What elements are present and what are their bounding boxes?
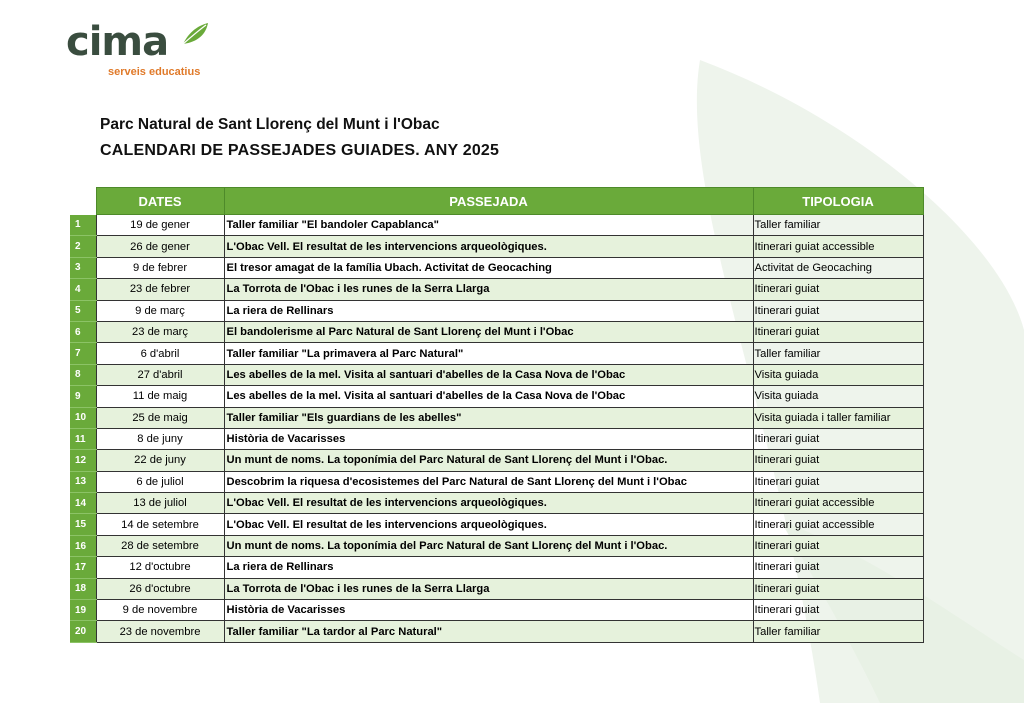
row-number-cell: 11: [70, 428, 96, 449]
date-cell: 26 d'octubre: [96, 578, 224, 599]
row-number-cell: 6: [70, 321, 96, 342]
date-cell: 23 de novembre: [96, 621, 224, 642]
walk-cell: L'Obac Vell. El resultat de les intervencions arqueològiques.: [224, 236, 753, 257]
brand-logo: [66, 14, 226, 84]
date-cell: 27 d'abril: [96, 364, 224, 385]
table-row: [70, 215, 923, 236]
table-row: [70, 578, 923, 599]
table-body: [70, 215, 923, 643]
row-number-cell: 4: [70, 279, 96, 300]
walk-cell: Història de Vacarisses: [224, 600, 753, 621]
walk-cell: Les abelles de la mel. Visita al santuari d'abelles de la Casa Nova de l'Obac: [224, 364, 753, 385]
date-cell: 22 de juny: [96, 450, 224, 471]
type-cell: Itinerari guiat: [753, 279, 923, 300]
table-row: [70, 535, 923, 556]
walk-cell: El bandolerisme al Parc Natural de Sant Llorenç del Munt i l'Obac: [224, 321, 753, 342]
type-cell: Itinerari guiat: [753, 557, 923, 578]
park-title: Parc Natural de Sant Llorenç del Munt i l'Obac: [100, 116, 440, 133]
table-row: [70, 300, 923, 321]
type-cell: Itinerari guiat: [753, 578, 923, 599]
row-number-cell: 8: [70, 364, 96, 385]
table-row: [70, 257, 923, 278]
type-header: TIPOLOGIA: [753, 188, 923, 215]
walk-cell: Taller familiar "La primavera al Parc Natural": [224, 343, 753, 364]
table-row: [70, 600, 923, 621]
logo-tagline: serveis educatius: [108, 66, 201, 78]
table-row: [70, 236, 923, 257]
table-row: [70, 279, 923, 300]
walk-cell: Un munt de noms. La toponímia del Parc Natural de Sant Llorenç del Munt i l'Obac.: [224, 535, 753, 556]
walks-calendar-table: [70, 187, 924, 643]
table-row: [70, 557, 923, 578]
date-cell: 23 de febrer: [96, 279, 224, 300]
date-cell: 12 d'octubre: [96, 557, 224, 578]
table-row: [70, 321, 923, 342]
walk-cell: L'Obac Vell. El resultat de les intervencions arqueològiques.: [224, 514, 753, 535]
type-cell: Itinerari guiat accessible: [753, 236, 923, 257]
date-cell: 11 de maig: [96, 386, 224, 407]
date-cell: 25 de maig: [96, 407, 224, 428]
table-row: [70, 343, 923, 364]
type-cell: Taller familiar: [753, 621, 923, 642]
type-cell: Itinerari guiat: [753, 600, 923, 621]
date-cell: 26 de gener: [96, 236, 224, 257]
type-cell: Itinerari guiat: [753, 300, 923, 321]
row-number-cell: 13: [70, 471, 96, 492]
type-cell: Activitat de Geocaching: [753, 257, 923, 278]
walk-header: PASSEJADA: [224, 188, 753, 215]
type-cell: Visita guiada: [753, 364, 923, 385]
table-row: [70, 407, 923, 428]
date-cell: 6 de juliol: [96, 471, 224, 492]
row-number-cell: 2: [70, 236, 96, 257]
dates-header: DATES: [96, 188, 224, 215]
date-cell: 9 de febrer: [96, 257, 224, 278]
type-cell: Itinerari guiat accessible: [753, 493, 923, 514]
row-number-cell: 17: [70, 557, 96, 578]
table-row: [70, 428, 923, 449]
index-header: [70, 188, 96, 215]
walk-cell: Història de Vacarisses: [224, 428, 753, 449]
type-cell: Itinerari guiat: [753, 428, 923, 449]
date-cell: 19 de gener: [96, 215, 224, 236]
date-cell: 23 de març: [96, 321, 224, 342]
type-cell: Visita guiada i taller familiar: [753, 407, 923, 428]
row-number-cell: 12: [70, 450, 96, 471]
date-cell: 14 de setembre: [96, 514, 224, 535]
row-number-cell: 16: [70, 535, 96, 556]
walk-cell: Taller familiar "Els guardians de les abelles": [224, 407, 753, 428]
type-cell: Visita guiada: [753, 386, 923, 407]
table-row: [70, 493, 923, 514]
row-number-cell: 14: [70, 493, 96, 514]
walk-cell: La Torrota de l'Obac i les runes de la Serra Llarga: [224, 279, 753, 300]
row-number-cell: 19: [70, 600, 96, 621]
walk-cell: L'Obac Vell. El resultat de les intervencions arqueològiques.: [224, 493, 753, 514]
type-cell: Taller familiar: [753, 343, 923, 364]
row-number-cell: 5: [70, 300, 96, 321]
walk-cell: La riera de Rellinars: [224, 557, 753, 578]
type-cell: Itinerari guiat: [753, 471, 923, 492]
date-cell: 8 de juny: [96, 428, 224, 449]
type-cell: Itinerari guiat accessible: [753, 514, 923, 535]
row-number-cell: 18: [70, 578, 96, 599]
walk-cell: Un munt de noms. La toponímia del Parc Natural de Sant Llorenç del Munt i l'Obac.: [224, 450, 753, 471]
row-number-cell: 1: [70, 215, 96, 236]
logo-wordmark: cima: [66, 19, 169, 65]
leaf-icon: [180, 20, 210, 46]
document-header: [100, 116, 499, 160]
type-cell: Itinerari guiat: [753, 535, 923, 556]
row-number-cell: 15: [70, 514, 96, 535]
date-cell: 6 d'abril: [96, 343, 224, 364]
date-cell: 28 de setembre: [96, 535, 224, 556]
walk-cell: Taller familiar "El bandoler Capablanca": [224, 215, 753, 236]
walk-cell: Les abelles de la mel. Visita al santuari d'abelles de la Casa Nova de l'Obac: [224, 386, 753, 407]
date-cell: 9 de març: [96, 300, 224, 321]
row-number-cell: 20: [70, 621, 96, 642]
table-row: [70, 450, 923, 471]
walk-cell: La riera de Rellinars: [224, 300, 753, 321]
type-cell: Taller familiar: [753, 215, 923, 236]
row-number-cell: 7: [70, 343, 96, 364]
type-cell: Itinerari guiat: [753, 321, 923, 342]
table-row: [70, 364, 923, 385]
walk-cell: Taller familiar "La tardor al Parc Natural": [224, 621, 753, 642]
table-row: [70, 471, 923, 492]
row-number-cell: 10: [70, 407, 96, 428]
table-row: [70, 514, 923, 535]
date-cell: 13 de juliol: [96, 493, 224, 514]
walk-cell: La Torrota de l'Obac i les runes de la Serra Llarga: [224, 578, 753, 599]
walk-cell: El tresor amagat de la família Ubach. Activitat de Geocaching: [224, 257, 753, 278]
walk-cell: Descobrim la riquesa d'ecosistemes del Parc Natural de Sant Llorenç del Munt i l'Obac: [224, 471, 753, 492]
row-number-cell: 9: [70, 386, 96, 407]
calendar-title: CALENDARI DE PASSEJADES GUIADES. ANY 2025: [100, 142, 500, 159]
date-cell: 9 de novembre: [96, 600, 224, 621]
table-row: [70, 386, 923, 407]
type-cell: Itinerari guiat: [753, 450, 923, 471]
table-row: [70, 621, 923, 642]
row-number-cell: 3: [70, 257, 96, 278]
table-header-row: [70, 188, 923, 215]
